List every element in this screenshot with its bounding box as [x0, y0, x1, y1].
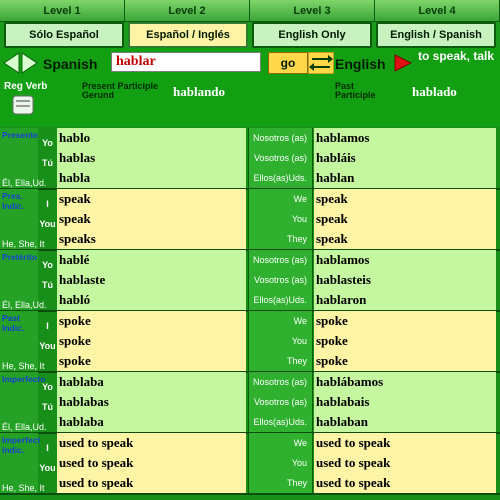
- plural-form-cell[interactable]: hablamos: [314, 128, 496, 148]
- nav-arrows: [3, 52, 39, 74]
- singular-form-cell[interactable]: hablaba: [57, 372, 246, 392]
- plural-pronoun-label: You: [248, 331, 313, 351]
- present-participle-label: Present Participle Gerund: [82, 81, 159, 100]
- plural-pronoun-label: Ellos(as)Uds.: [248, 290, 313, 310]
- plural-pronoun-label: Nosotros (as): [248, 128, 313, 148]
- singular-form-cell[interactable]: hablabas: [57, 392, 246, 412]
- pronoun-singular: You: [39, 219, 56, 229]
- gerund-form: hablando: [173, 84, 226, 99]
- plural-form-cell[interactable]: hablaron: [314, 290, 496, 310]
- plural-form-cell[interactable]: spoke: [314, 351, 496, 371]
- plural-form-cell[interactable]: hablabais: [314, 392, 496, 412]
- pronoun-singular: You: [39, 341, 56, 351]
- mode-english-spanish[interactable]: English / Spanish: [376, 22, 496, 48]
- level-1-tab[interactable]: Level 1: [0, 0, 125, 22]
- singular-form-cell[interactable]: speak: [57, 189, 246, 209]
- reg-verb-label: Reg Verb: [4, 81, 48, 92]
- tense-label: Pretérito: [0, 250, 38, 311]
- tense-label: Presente: [0, 128, 38, 189]
- plural-pronoun-label: Vosotros (as): [248, 270, 313, 290]
- pronoun-singular: Yo: [42, 382, 53, 392]
- plural-pronoun-label: Ellos(as)Uds.: [248, 168, 313, 188]
- pronoun-singular: I: [46, 321, 49, 331]
- spanish-label: Spanish: [43, 56, 98, 72]
- singular-form-cell[interactable]: habló: [57, 290, 246, 310]
- past-participle-label: Past Participle: [335, 81, 376, 100]
- singular-form-cell[interactable]: habla: [57, 168, 246, 188]
- tense-label: Pres. Indic.: [0, 189, 38, 250]
- singular-form-cell[interactable]: spoke: [57, 331, 246, 351]
- singular-form-cell[interactable]: hablaba: [57, 412, 246, 432]
- verb-search-input[interactable]: hablar: [111, 52, 261, 72]
- past-participle-form: hablado: [412, 84, 457, 99]
- plural-form-cell[interactable]: hablamos: [314, 250, 496, 270]
- pronoun-third-person: He, She, It: [2, 239, 45, 249]
- plural-pronoun-label: We: [248, 189, 313, 209]
- singular-form-cell[interactable]: hablas: [57, 148, 246, 168]
- green-triangle-left-icon[interactable]: [3, 52, 20, 74]
- pronoun-third-person: Él, Ella,Ud.: [2, 300, 47, 310]
- singular-form-cell[interactable]: speak: [57, 209, 246, 229]
- plural-pronoun-label: We: [248, 433, 313, 453]
- singular-form-cell[interactable]: spoke: [57, 311, 246, 331]
- level-3-tab[interactable]: Level 3: [250, 0, 375, 22]
- green-triangle-right-icon[interactable]: [21, 52, 38, 74]
- pronoun-singular: I: [46, 199, 49, 209]
- pronoun-singular: Tú: [42, 158, 53, 168]
- plural-pronoun-label: They: [248, 473, 313, 493]
- plural-form-cell[interactable]: spoke: [314, 311, 496, 331]
- singular-form-cell[interactable]: used to speak: [57, 433, 246, 453]
- level-2-tab[interactable]: Level 2: [125, 0, 250, 22]
- pronoun-singular: Tú: [42, 280, 53, 290]
- singular-form-cell[interactable]: hablo: [57, 128, 246, 148]
- go-button[interactable]: go: [268, 52, 308, 74]
- level-4-tab[interactable]: Level 4: [375, 0, 500, 22]
- tense-label: Imperfecto: [0, 372, 38, 433]
- pronoun-third-person: Él, Ella,Ud.: [2, 422, 47, 432]
- plural-pronoun-label: You: [248, 453, 313, 473]
- singular-form-cell[interactable]: used to speak: [57, 473, 246, 493]
- plural-pronoun-label: Vosotros (as): [248, 392, 313, 412]
- plural-form-cell[interactable]: hablábamos: [314, 372, 496, 392]
- tense-label: Imperfect Indic.: [0, 433, 38, 494]
- plural-pronoun-label: Nosotros (as): [248, 372, 313, 392]
- plural-pronoun-label: You: [248, 209, 313, 229]
- plural-pronoun-label: Ellos(as)Uds.: [248, 412, 313, 432]
- mode-solo-espanol[interactable]: Sólo Español: [4, 22, 124, 48]
- plural-form-cell[interactable]: used to speak: [314, 453, 496, 473]
- regular-verb-badge-icon: [11, 94, 35, 116]
- plural-form-cell[interactable]: hablaban: [314, 412, 496, 432]
- pronoun-singular: Yo: [42, 260, 53, 270]
- plural-form-cell[interactable]: speak: [314, 229, 496, 249]
- plural-form-cell[interactable]: speak: [314, 209, 496, 229]
- pronoun-third-person: Él, Ella,Ud.: [2, 178, 47, 188]
- red-play-icon[interactable]: [394, 54, 412, 72]
- plural-form-cell[interactable]: speak: [314, 189, 496, 209]
- plural-form-cell[interactable]: hablasteis: [314, 270, 496, 290]
- plural-pronoun-label: Vosotros (as): [248, 148, 313, 168]
- plural-pronoun-label: They: [248, 351, 313, 371]
- mode-english-only[interactable]: English Only: [252, 22, 372, 48]
- singular-form-cell[interactable]: hablaste: [57, 270, 246, 290]
- plural-pronoun-label: Nosotros (as): [248, 250, 313, 270]
- swap-arrows-icon[interactable]: [308, 52, 334, 74]
- mode-tabs: [0, 22, 500, 48]
- pronoun-singular: I: [46, 443, 49, 453]
- pronoun-singular: Tú: [42, 402, 53, 412]
- singular-form-cell[interactable]: used to speak: [57, 453, 246, 473]
- pronoun-third-person: He, She, It: [2, 483, 45, 493]
- pronoun-singular: You: [39, 463, 56, 473]
- conjugation-table: [0, 127, 500, 500]
- singular-form-cell[interactable]: hablé: [57, 250, 246, 270]
- level-tabs: [0, 0, 500, 22]
- plural-form-cell[interactable]: used to speak: [314, 433, 496, 453]
- plural-pronoun-label: They: [248, 229, 313, 249]
- translation-text: to speak, talk: [418, 49, 495, 63]
- english-label: English: [335, 56, 386, 72]
- plural-form-cell[interactable]: spoke: [314, 331, 496, 351]
- pronoun-third-person: He, She, It: [2, 361, 45, 371]
- plural-pronoun-label: We: [248, 311, 313, 331]
- plural-form-cell[interactable]: habláis: [314, 148, 496, 168]
- tense-label: Past Indic.: [0, 311, 38, 372]
- mode-espanol-ingles[interactable]: Español / Inglés: [128, 22, 248, 48]
- singular-form-cell[interactable]: spoke: [57, 351, 246, 371]
- pronoun-singular: Yo: [42, 138, 53, 148]
- block-separator: [0, 493, 500, 495]
- plural-form-cell[interactable]: hablan: [314, 168, 496, 188]
- singular-form-cell[interactable]: speaks: [57, 229, 246, 249]
- plural-form-cell[interactable]: used to speak: [314, 473, 496, 493]
